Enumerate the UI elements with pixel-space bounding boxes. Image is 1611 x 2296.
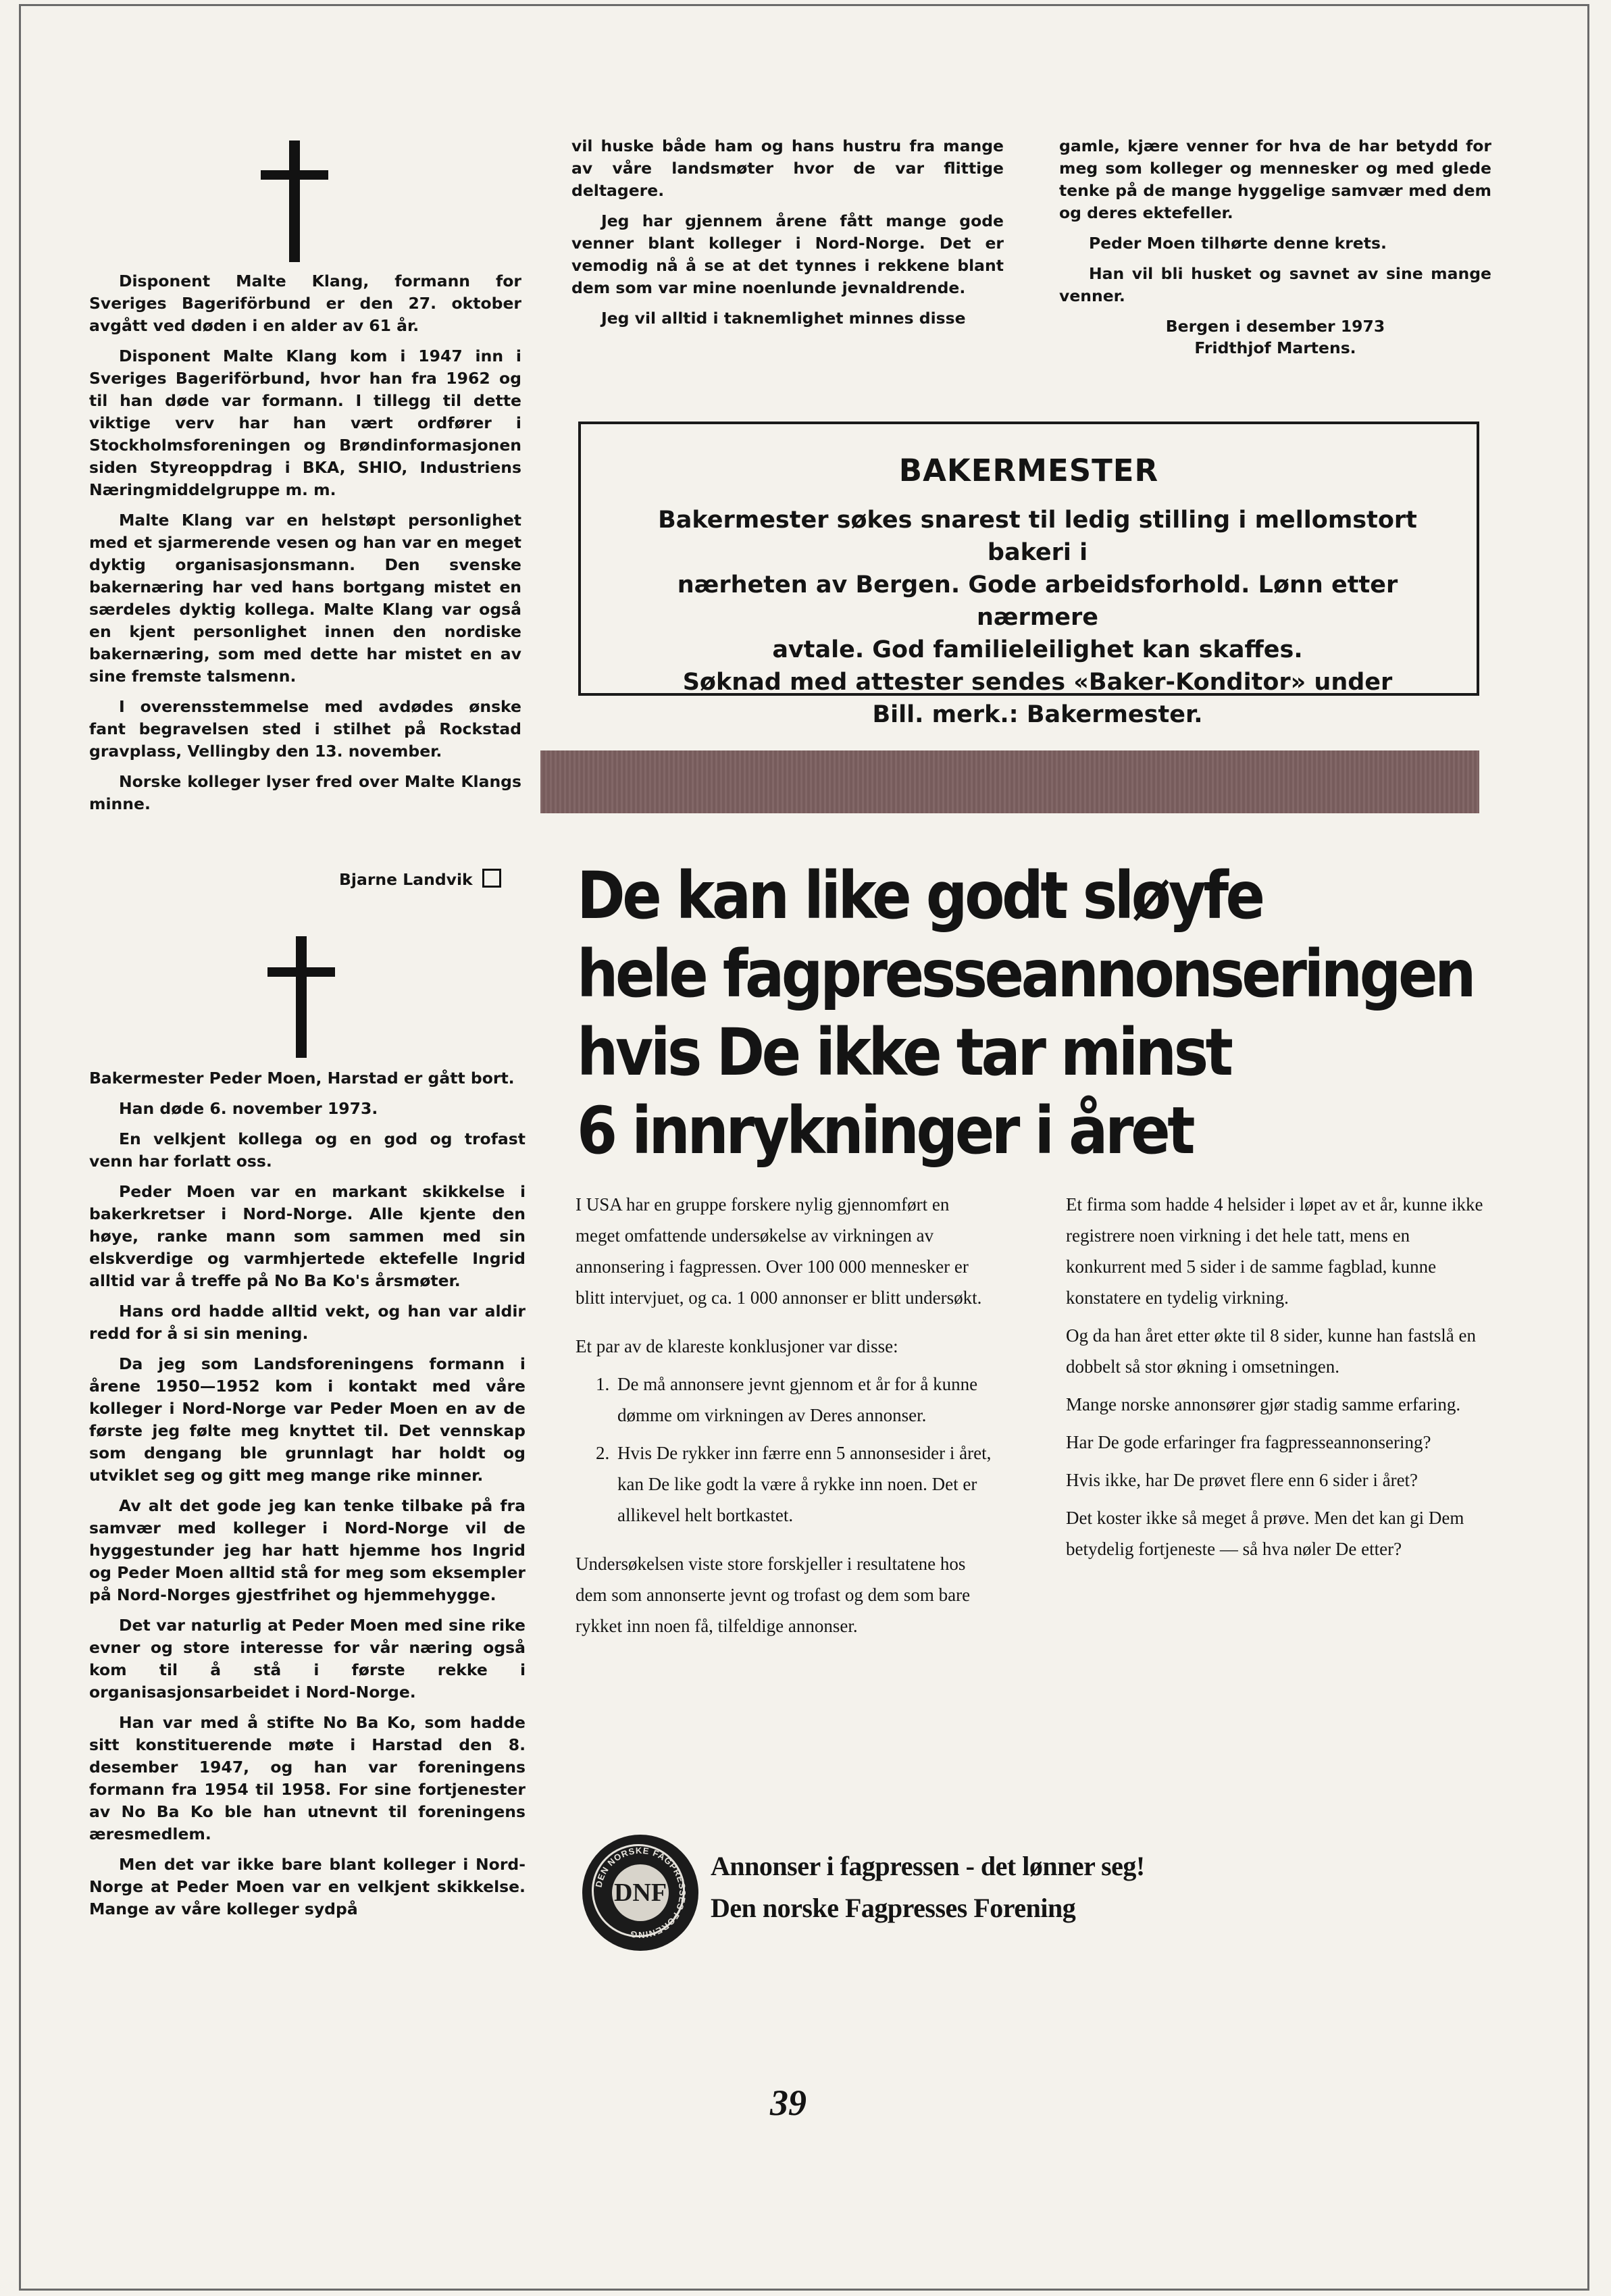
headline-line: hvis De ikke tar minst — [577, 1015, 1231, 1090]
fagpresse-article-right — [1066, 1189, 1485, 1571]
obituary-continuation-col3 — [1059, 135, 1491, 359]
obituary-malte-klang — [89, 270, 521, 823]
obituary-paragraph: I overensstemmelse med avdødes ønske fant begravelsen sted i stilhet på Rockstad gravplass, Vellingby den 13. november. — [89, 697, 521, 761]
obituary-paragraph: Peder Moen tilhørte denne krets. — [1089, 234, 1387, 253]
footer-organization: Den norske Fagpresses Forening — [711, 1893, 1076, 1923]
signature-name: Bjarne Landvik — [339, 870, 473, 889]
job-advertisement-box — [578, 422, 1479, 728]
article-paragraph: Hvis ikke, har De prøvet flere enn 6 sider i året? — [1066, 1470, 1418, 1490]
memorial-cross-icon — [261, 141, 328, 262]
obituary-paragraph: Jeg har gjennem årene fått mange gode venner blant kolleger i Nord-Norge. Det er vemodig nå å se at det tynnes i rekkene blant dem som var mine noenlunde jevnaldrende. — [571, 211, 1004, 297]
signature-bjarne-landvik — [339, 869, 501, 889]
obituary-paragraph: Av alt det gode jeg kan tenke tilbake på fra samvær med kolleger i Nord-Norge vil de hyggestunder jeg har hatt hjemme hos Ingrid og Peder Moen alltid stå for meg som eksempler på Nord-Norges gjestfrihet og hjemmehygge. — [89, 1496, 526, 1604]
article-paragraph: Mange norske annonsører gjør stadig samme erfaring. — [1066, 1394, 1461, 1414]
article-paragraph: Har De gode erfaringer fra fagpresseannonsering? — [1066, 1432, 1431, 1452]
svg-text:DEN NORSKE FAGPRESSES FORENING: DEN NORSKE FAGPRESSES FORENING — [593, 1845, 688, 1941]
decorative-band — [540, 750, 1479, 813]
obituary-continuation-col2 — [571, 135, 1004, 338]
article-paragraph: I USA har en gruppe forskere nylig gjennomført en meget omfattende undersøkelse av virkningen av annonsering i fagpressen. Over 100 000 mennesker er blitt intervjuet, og ca. 1 000 annonser er blitt undersøkt. — [576, 1194, 982, 1308]
seal-center — [612, 1864, 669, 1921]
obituary-paragraph: Malte Klang var en helstøpt personlighet med et sjarmerende vesen og han var en meget dyktig organisasjonsmann. Den svenske bakernæring har ved hans bortgang mistet en særdeles dyktig kollega. Malte Klang var også en kjent personlighet innen den nordiske bakernæring, som med dette har mistet en av sine fremste talsmenn. — [89, 511, 521, 686]
list-item: 1. De må annonsere jevnt gjennom et år for å kunne dømme om virkningen av Deres annonser. — [596, 1374, 978, 1425]
signature-fridthjof-martens: Fridthjof Martens. — [1194, 338, 1356, 357]
obituary-paragraph: Disponent Malte Klang, formann for Sveriges Bageriförbund er den 27. oktober avgått ved døden i en alder av 61 år. — [89, 272, 521, 335]
obituary-paragraph: Bakermester Peder Moen, Harstad er gått bort. — [89, 1069, 515, 1088]
obituary-paragraph: vil huske både ham og hans hustru fra mange av våre landsmøter hvor de var flittige deltagere. — [571, 136, 1004, 200]
obituary-paragraph: Han vil bli husket og savnet av sine mange venner. — [1059, 264, 1491, 305]
article-paragraph: Det koster ikke så meget å prøve. Men det kan gi Dem betydelig fortjeneste — så hva nøler De etter? — [1066, 1508, 1464, 1559]
obituary-paragraph: Hans ord hadde alltid vekt, og han var aldir redd for å si sin mening. — [89, 1302, 526, 1343]
obituary-peder-moen — [89, 1067, 526, 1929]
obituary-paragraph: Peder Moen var en markant skikkelse i bakerkretser i Nord-Norge. Alle kjente den høye, ranke mann som sammen med sin elskverdige og varmhjertede ektefelle Ingrid alltid var å treffe på No Ba Ko's årsmøter. — [89, 1182, 526, 1290]
obituary-paragraph: Det var naturlig at Peder Moen med sine rike evner og store interesse for vår næring også kom til å stå i første rekke i organisasjonsarbeidet i Nord-Norge. — [89, 1616, 526, 1702]
obituary-paragraph: Da jeg som Landsforeningens formann i årene 1950—1952 kom i kontakt med våre kolleger i Nord-Norge var Peder Moen en av de første jeg følte meg knyttet til. Det vennskap som dengang ble grunnlagt har holdt og utviklet seg og gitt meg mange rike minner. — [89, 1354, 526, 1485]
conclusions-list — [576, 1369, 998, 1531]
ad-line: Bill. merk.: Bakermester. — [872, 701, 1203, 728]
list-item: 2. Hvis De rykker inn færre enn 5 annonsesider i året, kan De like godt la være å rykke inn noen. Det er allikevel helt bortkastet. — [596, 1443, 992, 1525]
obituary-paragraph: Han var med å stifte No Ba Ko, som hadde sitt konstituerende møte i Harstad den 8. desember 1947, og han var foreningens formann fra 1954 til 1958. For sine fortjenester av No Ba Ko ble han utnevnt til foreningens æresmedlem. — [89, 1713, 526, 1843]
fagpresse-footer — [711, 1845, 1145, 1929]
obituary-paragraph: Han døde 6. november 1973. — [119, 1099, 378, 1118]
article-paragraph: Et par av de klareste konklusjoner var disse: — [576, 1336, 898, 1356]
obituary-paragraph: En velkjent kollega og en god og trofast venn har forlatt oss. — [89, 1129, 526, 1171]
article-paragraph: Og da han året etter økte til 8 sider, kunne han fastslå en dobbelt så stor økning i omsetningen. — [1066, 1325, 1476, 1377]
obituary-paragraph: Jeg vil alltid i taknemlighet minnes disse — [601, 309, 966, 328]
article-paragraph: Undersøkelsen viste store forskjeller i resultatene hos dem som annonserte jevnt og trofast og dem som bare rykket inn noen få, tilfeldige annonser. — [576, 1554, 971, 1636]
ad-body — [619, 504, 1456, 731]
obituary-paragraph: Disponent Malte Klang kom i 1947 inn i Sveriges Bageriförbund, hvor han fra 1962 og til han døde var formann. I tillegg til dette viktige verv har han vært ordfører i Stockholmsforeningen og Brøndinformasjonen siden Styreoppdrag i BKA, SHIO, Industriens Næringmiddelgruppe m. m. — [89, 347, 521, 499]
ad-line: Søknad med attester sendes «Baker-Konditor» under — [682, 669, 1393, 696]
fagpresse-seal-logo — [582, 1835, 698, 1951]
footer-slogan: Annonser i fagpressen - det lønner seg! — [711, 1851, 1145, 1881]
ad-line: nærheten av Bergen. Gode arbeidsforhold. Lønn etter nærmere — [677, 571, 1398, 631]
headline-line: 6 innrykninger i året — [577, 1093, 1192, 1169]
memorial-cross-icon — [267, 936, 335, 1058]
advertisement-headline — [577, 857, 1473, 1170]
article-paragraph: Et firma som hadde 4 helsider i løpet av et år, kunne ikke registrere noen virkning i det hele tatt, mens en konkurrent med 5 sider i de samme fagblad, kunne konstatere en tydelig virkning. — [1066, 1194, 1483, 1308]
ad-line: Bakermester søkes snarest til ledig stilling i mellomstort bakeri i — [658, 507, 1417, 566]
headline-line: hele fagpresseannonseringen — [577, 936, 1474, 1012]
ad-line: avtale. God familieleilighet kan skaffes. — [772, 636, 1303, 663]
place-date: Bergen i desember 1973 — [1165, 317, 1385, 336]
obituary-paragraph: gamle, kjære venner for hva de har betydd for meg som kolleger og mennesker og med glede tenke på de mange hyggelige samvær med dem og deres ektefeller. — [1059, 136, 1491, 222]
obituary-paragraph: Norske kolleger lyser fred over Malte Klangs minne. — [89, 772, 521, 813]
obituary-paragraph: Men det var ikke bare blant kolleger i Nord-Norge at Peder Moen var en velkjent skikkelse. Mange av våre kolleger sydpå — [89, 1855, 526, 1918]
end-mark-icon — [482, 869, 501, 888]
headline-line: De kan like godt sløyfe — [577, 858, 1262, 934]
seal-monogram: DNF — [613, 1879, 667, 1907]
fagpresse-article-left — [576, 1189, 998, 1648]
page-number: 39 — [770, 2083, 807, 2123]
ad-title: BAKERMESTER — [898, 453, 1159, 488]
